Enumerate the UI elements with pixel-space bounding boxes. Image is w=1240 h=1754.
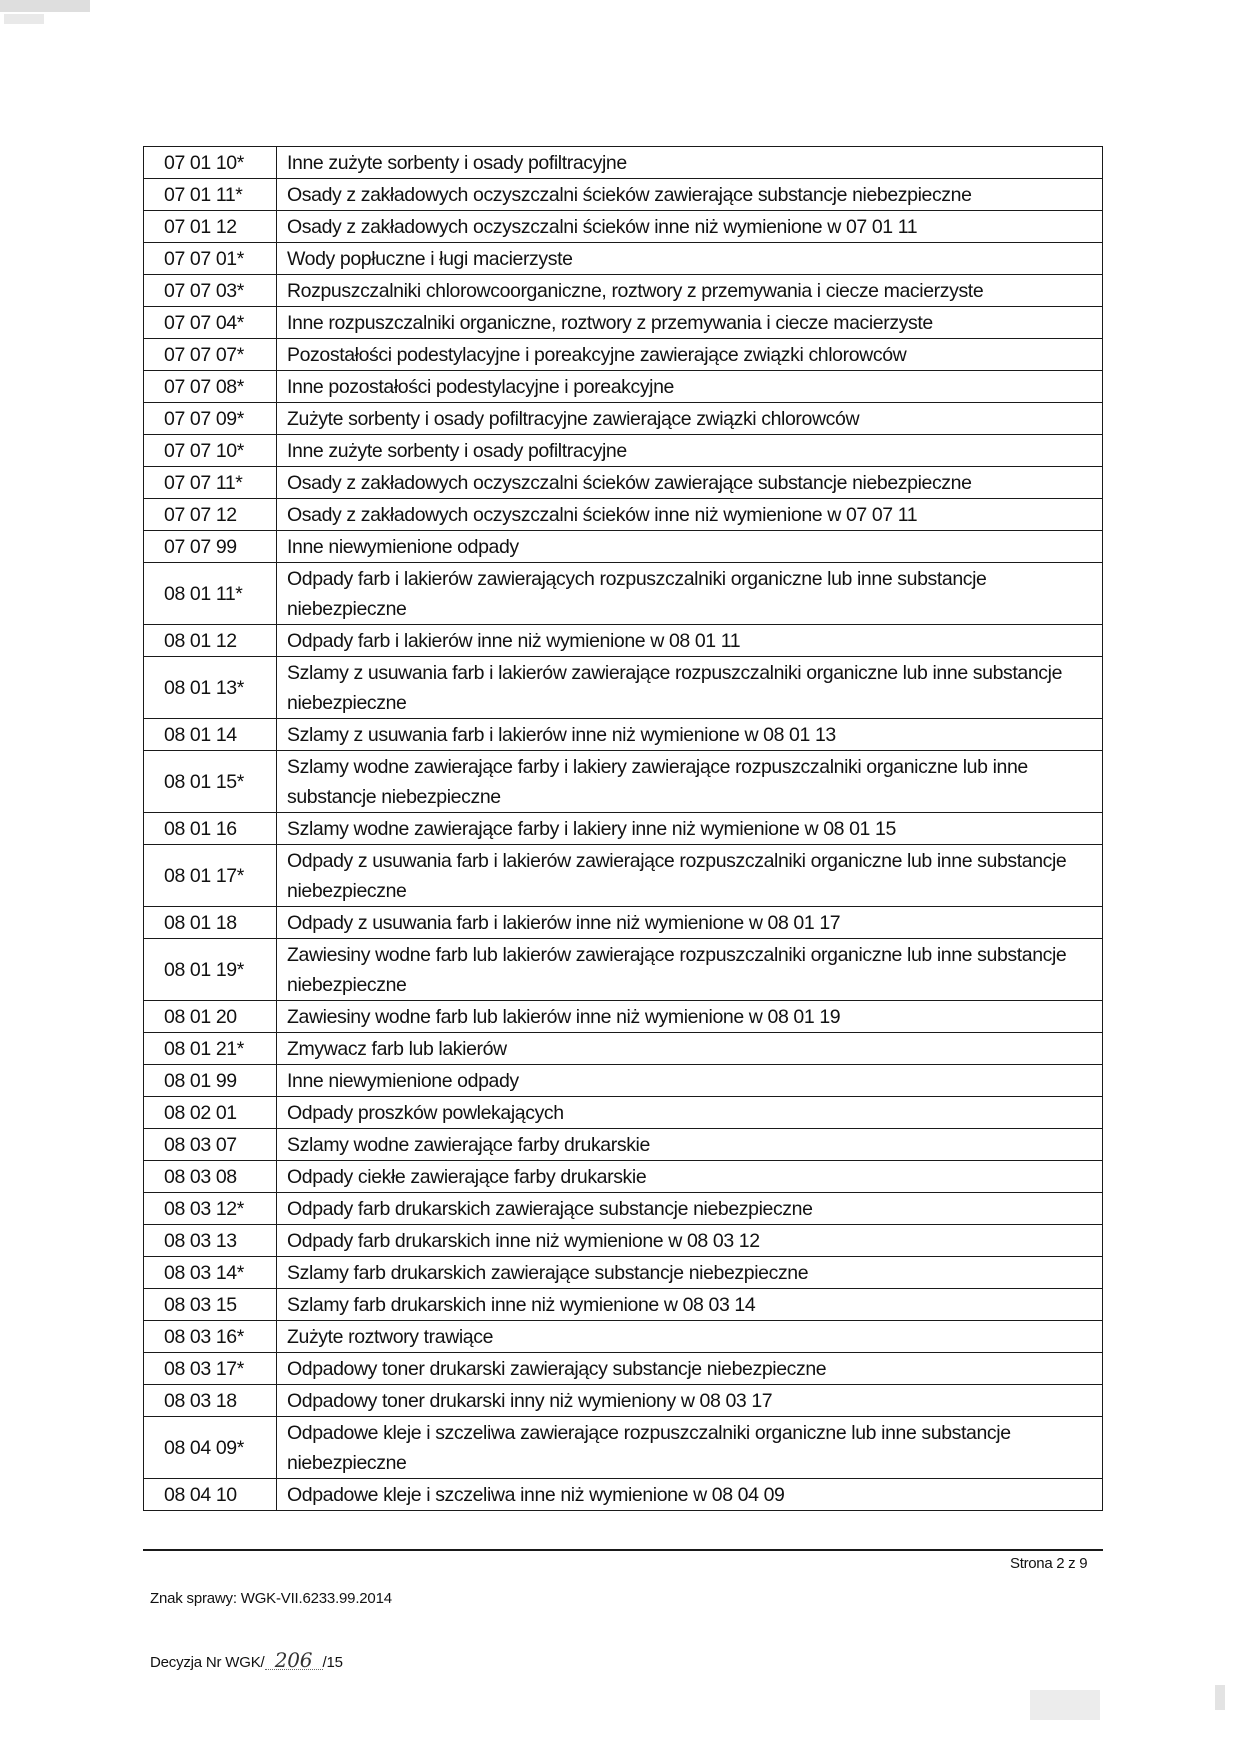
waste-description-cell: Odpady farb i lakierów zawierających rozpuszczalniki organiczne lub inne substancje niebezpieczne — [277, 563, 1103, 625]
waste-description-cell: Szlamy wodne zawierające farby i lakiery zawierające rozpuszczalniki organiczne lub inne substancje niebezpieczne — [277, 751, 1103, 813]
waste-description-cell: Odpadowy toner drukarski inny niż wymieniony w 08 03 17 — [277, 1385, 1103, 1417]
waste-description-cell: Odpadowe kleje i szczeliwa inne niż wymienione w 08 04 09 — [277, 1479, 1103, 1511]
waste-description-cell: Inne zużyte sorbenty i osady pofiltracyjne — [277, 147, 1103, 179]
table-row — [144, 1417, 1103, 1479]
waste-description-cell: Zmywacz farb lub lakierów — [277, 1033, 1103, 1065]
waste-code-cell: 08 01 13* — [144, 657, 277, 719]
waste-code-cell: 08 01 16 — [144, 813, 277, 845]
waste-code-cell: 07 07 99 — [144, 531, 277, 563]
waste-code-cell: 07 07 12 — [144, 499, 277, 531]
waste-code-cell: 08 03 15 — [144, 1289, 277, 1321]
scan-speck — [4, 14, 44, 24]
waste-code-cell: 08 04 10 — [144, 1479, 277, 1511]
waste-code-cell: 07 01 11* — [144, 179, 277, 211]
waste-code-cell: 08 01 21* — [144, 1033, 277, 1065]
waste-code-cell: 08 03 12* — [144, 1193, 277, 1225]
waste-description-cell: Inne niewymienione odpady — [277, 1065, 1103, 1097]
waste-code-cell: 08 01 20 — [144, 1001, 277, 1033]
waste-description-cell: Szlamy farb drukarskich inne niż wymienione w 08 03 14 — [277, 1289, 1103, 1321]
waste-description-cell: Odpadowy toner drukarski zawierający substancje niebezpieczne — [277, 1353, 1103, 1385]
waste-code-cell: 07 01 10* — [144, 147, 277, 179]
table-row — [144, 467, 1103, 499]
waste-description-cell: Inne rozpuszczalniki organiczne, roztwory z przemywania i ciecze macierzyste — [277, 307, 1103, 339]
table-row — [144, 1033, 1103, 1065]
waste-description-cell: Odpady ciekłe zawierające farby drukarskie — [277, 1161, 1103, 1193]
scan-speck — [1215, 1685, 1225, 1710]
table-row — [144, 531, 1103, 563]
waste-description-cell: Szlamy z usuwania farb i lakierów zawierające rozpuszczalniki organiczne lub inne substancje niebezpieczne — [277, 657, 1103, 719]
waste-code-cell: 08 01 99 — [144, 1065, 277, 1097]
waste-code-cell: 08 01 19* — [144, 939, 277, 1001]
waste-code-cell: 07 07 09* — [144, 403, 277, 435]
waste-code-cell: 07 07 03* — [144, 275, 277, 307]
waste-code-cell: 08 03 17* — [144, 1353, 277, 1385]
waste-code-cell: 08 03 08 — [144, 1161, 277, 1193]
scan-speck — [0, 0, 90, 12]
table-row — [144, 1129, 1103, 1161]
table-row — [144, 1321, 1103, 1353]
waste-description-cell: Odpady farb drukarskich inne niż wymienione w 08 03 12 — [277, 1225, 1103, 1257]
decision-reference — [150, 1648, 343, 1672]
waste-description-cell: Szlamy z usuwania farb i lakierów inne niż wymienione w 08 01 13 — [277, 719, 1103, 751]
table-row — [144, 1001, 1103, 1033]
table-row — [144, 657, 1103, 719]
waste-code-cell: 08 03 18 — [144, 1385, 277, 1417]
table-row — [144, 403, 1103, 435]
waste-description-cell: Odpady farb drukarskich zawierające substancje niebezpieczne — [277, 1193, 1103, 1225]
waste-description-cell: Pozostałości podestylacyjne i poreakcyjne zawierające związki chlorowców — [277, 339, 1103, 371]
table-row — [144, 179, 1103, 211]
table-row — [144, 907, 1103, 939]
waste-description-cell: Odpady z usuwania farb i lakierów zawierające rozpuszczalniki organiczne lub inne substancje niebezpieczne — [277, 845, 1103, 907]
table-row — [144, 1161, 1103, 1193]
waste-code-cell: 08 02 01 — [144, 1097, 277, 1129]
table-row — [144, 339, 1103, 371]
table-row — [144, 1353, 1103, 1385]
waste-description-cell: Inne niewymienione odpady — [277, 531, 1103, 563]
waste-description-cell: Inne pozostałości podestylacyjne i poreakcyjne — [277, 371, 1103, 403]
footer-rule — [143, 1549, 1103, 1551]
table-row — [144, 625, 1103, 657]
waste-description-cell: Osady z zakładowych oczyszczalni ścieków zawierające substancje niebezpieczne — [277, 179, 1103, 211]
waste-description-cell: Odpadowe kleje i szczeliwa zawierające rozpuszczalniki organiczne lub inne substancje niebezpieczne — [277, 1417, 1103, 1479]
waste-code-cell: 08 01 11* — [144, 563, 277, 625]
waste-code-cell: 07 07 08* — [144, 371, 277, 403]
waste-description-cell: Odpady proszków powlekających — [277, 1097, 1103, 1129]
table-row — [144, 751, 1103, 813]
decision-number: 206 — [265, 1651, 323, 1670]
table-row — [144, 719, 1103, 751]
waste-code-cell: 08 01 15* — [144, 751, 277, 813]
waste-description-cell: Osady z zakładowych oczyszczalni ścieków inne niż wymienione w 07 01 11 — [277, 211, 1103, 243]
waste-description-cell: Odpady z usuwania farb i lakierów inne niż wymienione w 08 01 17 — [277, 907, 1103, 939]
table-row — [144, 1479, 1103, 1511]
waste-description-cell: Osady z zakładowych oczyszczalni ścieków inne niż wymienione w 07 07 11 — [277, 499, 1103, 531]
waste-code-cell: 08 03 14* — [144, 1257, 277, 1289]
table-row — [144, 499, 1103, 531]
waste-code-cell: 07 07 04* — [144, 307, 277, 339]
waste-description-cell: Szlamy wodne zawierające farby drukarskie — [277, 1129, 1103, 1161]
waste-description-cell: Zawiesiny wodne farb lub lakierów inne niż wymienione w 08 01 19 — [277, 1001, 1103, 1033]
waste-code-cell: 07 07 11* — [144, 467, 277, 499]
waste-description-cell: Odpady farb i lakierów inne niż wymienione w 08 01 11 — [277, 625, 1103, 657]
table-row — [144, 275, 1103, 307]
table-row — [144, 813, 1103, 845]
table-row — [144, 147, 1103, 179]
table-row — [144, 1097, 1103, 1129]
case-reference: Znak sprawy: WGK-VII.6233.99.2014 — [150, 1590, 392, 1607]
table-row — [144, 939, 1103, 1001]
table-row — [144, 845, 1103, 907]
waste-code-cell: 08 03 16* — [144, 1321, 277, 1353]
table-row — [144, 1257, 1103, 1289]
waste-code-cell: 08 01 17* — [144, 845, 277, 907]
waste-description-cell: Inne zużyte sorbenty i osady pofiltracyjne — [277, 435, 1103, 467]
table-row — [144, 307, 1103, 339]
waste-description-cell: Zawiesiny wodne farb lub lakierów zawierające rozpuszczalniki organiczne lub inne substancje niebezpieczne — [277, 939, 1103, 1001]
waste-code-cell: 08 04 09* — [144, 1417, 277, 1479]
waste-code-cell: 07 07 07* — [144, 339, 277, 371]
waste-description-cell: Rozpuszczalniki chlorowcoorganiczne, roztwory z przemywania i ciecze macierzyste — [277, 275, 1103, 307]
waste-description-cell: Zużyte roztwory trawiące — [277, 1321, 1103, 1353]
waste-code-cell: 08 01 18 — [144, 907, 277, 939]
waste-code-cell: 08 03 07 — [144, 1129, 277, 1161]
waste-code-cell: 07 01 12 — [144, 211, 277, 243]
waste-description-cell: Osady z zakładowych oczyszczalni ścieków zawierające substancje niebezpieczne — [277, 467, 1103, 499]
table-row — [144, 371, 1103, 403]
decision-suffix: /15 — [322, 1654, 343, 1671]
table-row — [144, 211, 1103, 243]
waste-code-cell: 08 01 12 — [144, 625, 277, 657]
waste-description-cell: Szlamy farb drukarskich zawierające substancje niebezpieczne — [277, 1257, 1103, 1289]
table-row — [144, 1193, 1103, 1225]
table-row — [144, 1225, 1103, 1257]
page-number: Strona 2 z 9 — [1010, 1555, 1088, 1572]
table-row — [144, 435, 1103, 467]
table-row — [144, 243, 1103, 275]
table-row — [144, 1289, 1103, 1321]
waste-table-body — [144, 147, 1103, 1511]
waste-description-cell: Wody popłuczne i ługi macierzyste — [277, 243, 1103, 275]
waste-code-table — [143, 146, 1103, 1511]
waste-code-cell: 07 07 01* — [144, 243, 277, 275]
table-row — [144, 1065, 1103, 1097]
waste-code-cell: 07 07 10* — [144, 435, 277, 467]
waste-description-cell: Zużyte sorbenty i osady pofiltracyjne zawierające związki chlorowców — [277, 403, 1103, 435]
waste-code-cell: 08 01 14 — [144, 719, 277, 751]
waste-code-cell: 08 03 13 — [144, 1225, 277, 1257]
table-row — [144, 1385, 1103, 1417]
decision-prefix: Decyzja Nr WGK/ — [150, 1654, 265, 1671]
scan-speck — [1030, 1690, 1100, 1720]
table-row — [144, 563, 1103, 625]
waste-description-cell: Szlamy wodne zawierające farby i lakiery inne niż wymienione w 08 01 15 — [277, 813, 1103, 845]
